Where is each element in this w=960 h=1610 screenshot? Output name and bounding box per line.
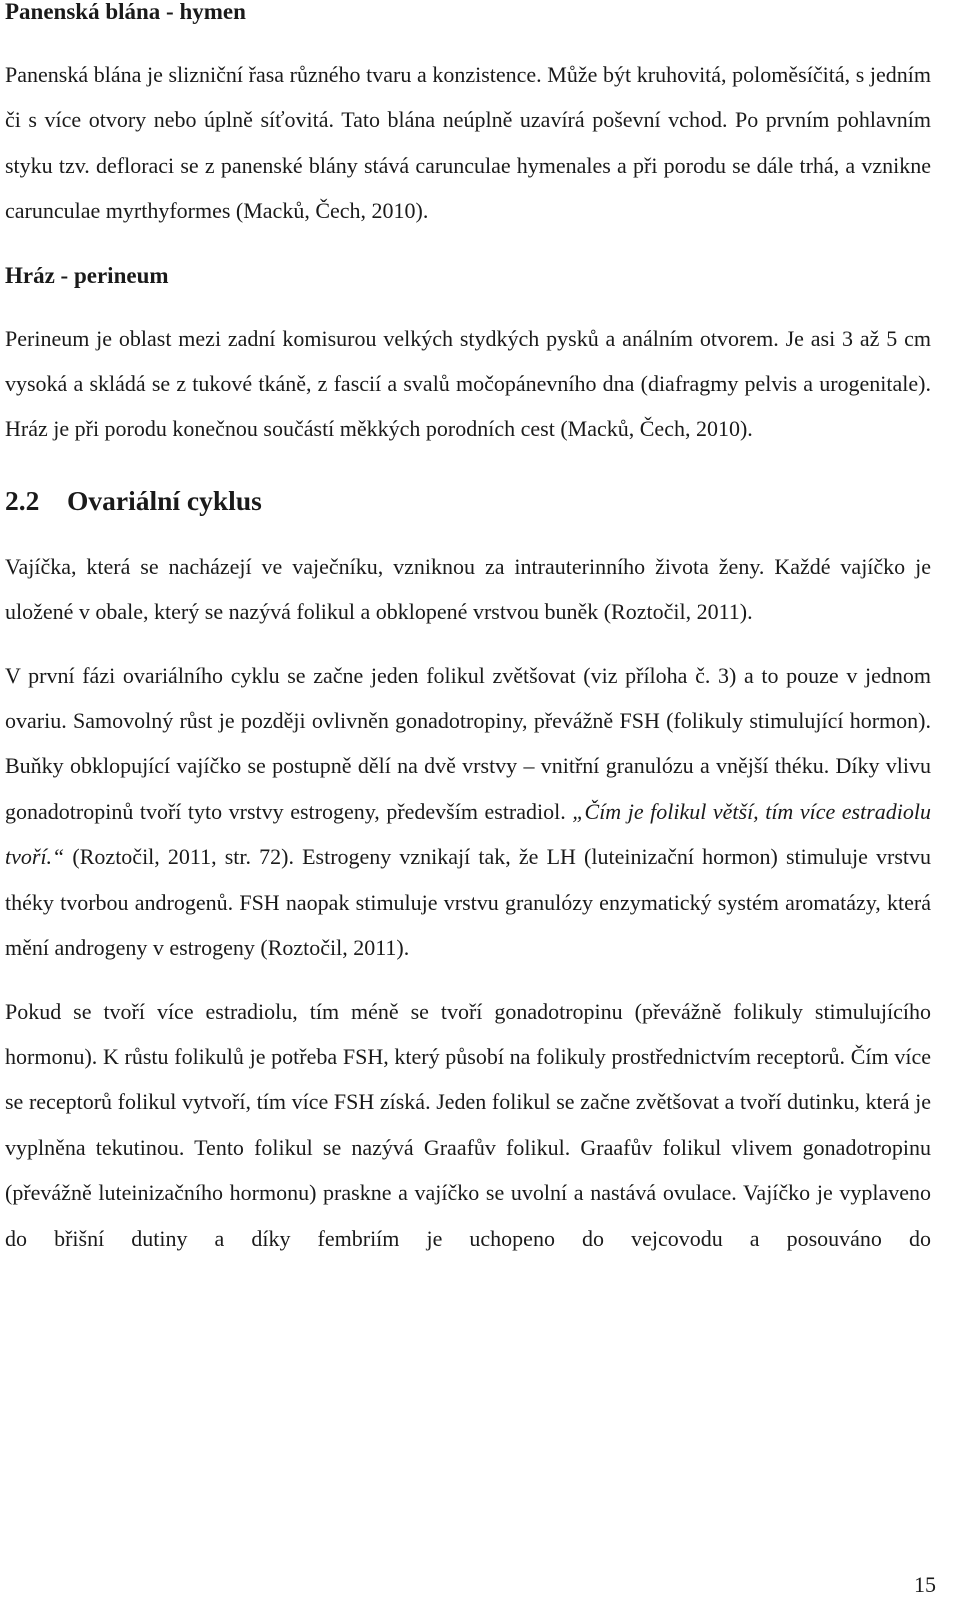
heading-perineum: Hráz - perineum — [5, 262, 169, 288]
page-number: 15 — [914, 1572, 936, 1597]
paragraph-perineum: Perineum je oblast mezi zadní komisurou velkých stydkých pysků a análním otvorem. Je asi 3 až 5 cm vysoká a skládá se z tukové tkáně, z fascií a svalů močopánevního dna (diafragmy pelvis a urogenitale). Hráz je při porodu konečnou součástí měkkých porodních cest (Macků, Čech, 2010). — [5, 325, 931, 442]
paragraph-ovary-2-quote: „Čím je folikul větší, tím více estradiolu tvoří.“ — [5, 798, 931, 870]
paragraph-ovary-2 — [5, 653, 931, 971]
paragraph-ovary-3: Pokud se tvoří více estradiolu, tím méně se tvoří gonadotropinu (převážně folikuly stimulujícího hormonu). K růstu folikulů je potřeba FSH, který působí na folikuly prostřednictvím receptorů. Čím více se receptorů folikul vytvoří, tím více FSH získá. Jeden folikul se začne zvětšovat a tvoří dutinku, která je vyplněna tekutinou. Tento folikul se nazývá Graafův folikul. Graafův folikul vlivem gonadotropinu (převážně luteinizačního hormonu) praskne a vajíčko se uvolní a nastává ovulace. Vajíčko je vyplaveno do břišní dutiny a díky fembriím je uchopeno do vejcovodu a posouváno do — [5, 998, 931, 1251]
paragraph-ovary-2-text-a: V první fázi ovariálního cyklu se začne jeden folikul zvětšovat (viz příloha č. 3) a to pouze v jednom ovariu. Samovolný růst je později ovlivněn gonadotropiny, převážně FSH (folikuly stimulující hormon). Buňky obklopující vajíčko se postupně dělí na dvě vrstvy – vnitřní granulózu a vnější théku. Díky vlivu gonadotropinů tvoří tyto vrstvy estrogeny, především estradiol. — [5, 662, 931, 824]
section-title: Ovariální cyklus — [67, 484, 262, 516]
paragraph-ovary-2-text-b: (Roztočil, 2011, str. 72). Estrogeny vznikají tak, že LH (luteinizační hormon) stimuluje vrstvu théky tvorbou androgenů. FSH naopak stimuluje vrstvu granulózy enzymatický systém aromatázy, která mění androgeny v estrogeny (Roztočil, 2011). — [5, 844, 931, 961]
section-number: 2.2 — [5, 484, 40, 516]
section-heading — [5, 486, 931, 516]
heading-hymen: Panenská blána - hymen — [5, 0, 246, 24]
paragraph-ovary-1: Vajíčka, která se nacházejí ve vaječníku, vzniknou za intrauterinního života ženy. Každé vajíčko je uložené v obale, který se nazývá folikul a obklopené vrstvou buněk (Roztočil, 2011). — [5, 553, 931, 625]
document-page — [5, 0, 931, 1261]
paragraph-hymen: Panenská blána je slizniční řasa různého tvaru a konzistence. Může být kruhovitá, poloměsíčitá, s jedním či s více otvory nebo úplně síťovitá. Tato blána neúplně uzavírá poševní vchod. Po prvním pohlavním styku tzv. defloraci se z panenské blány stává carunculae hymenales a při porodu se dále trhá, a vznikne carunculae myrthyformes (Macků, Čech, 2010). — [5, 62, 931, 224]
